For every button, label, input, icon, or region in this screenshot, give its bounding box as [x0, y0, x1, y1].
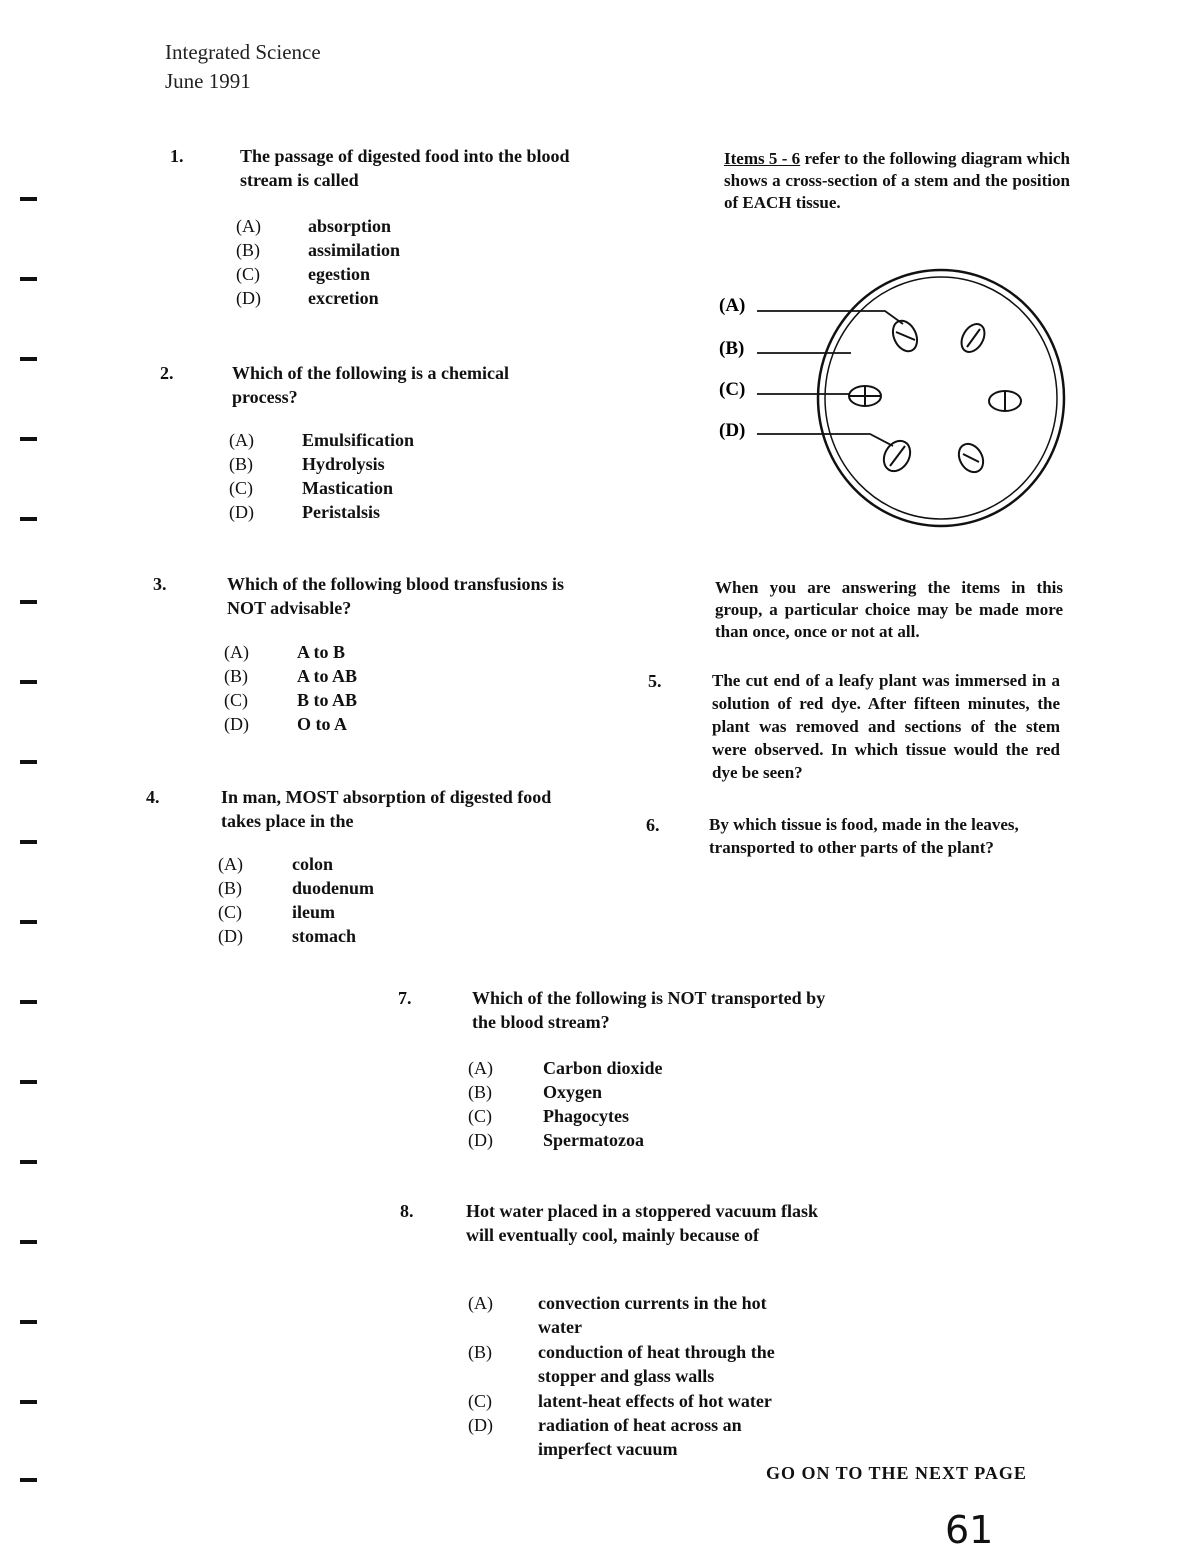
continue-instruction: GO ON TO THE NEXT PAGE — [766, 1463, 1027, 1483]
diagram-label-c: (C) — [719, 379, 746, 400]
question-text: The passage of digested food into the blood stream is called — [240, 146, 570, 190]
margin-dash — [20, 1400, 37, 1404]
bundle-divider — [896, 332, 915, 340]
margin-dash — [20, 840, 37, 844]
diagram-label-d: (D) — [719, 420, 746, 441]
margin-dash — [20, 1240, 37, 1244]
bundle-divider — [967, 329, 980, 347]
question-number: 6. — [646, 815, 660, 835]
question-number: 5. — [648, 671, 662, 691]
margin-dash — [20, 197, 37, 201]
answer-note: When you are answering the items in this group, a particular choice may be made more than once, once or not at all. — [715, 578, 1063, 641]
items-intro-text: refer to the following diagram which shows a cross-section of a stem and the position of EACH tissue. — [724, 149, 1070, 212]
options-list — [468, 1291, 813, 1461]
stem-outer-ring — [818, 270, 1064, 526]
items-intro — [724, 148, 1070, 214]
subject-heading: Integrated Science — [165, 40, 321, 64]
question-number: 8. — [400, 1201, 414, 1221]
question-number: 4. — [146, 787, 160, 807]
diagram-label-b: (B) — [719, 338, 745, 359]
question-text: Which of the following is a chemical process? — [232, 363, 509, 407]
question-text: Which of the following blood transfusions is NOT advisable? — [227, 574, 565, 618]
question-number: 2. — [160, 363, 174, 383]
option-a[interactable]: (A) convection currents in the hot water — [468, 1293, 767, 1337]
margin-dash — [20, 357, 37, 361]
question-number: 7. — [398, 988, 412, 1008]
margin-dash — [20, 277, 37, 281]
margin-dash — [20, 600, 37, 604]
margin-dash — [20, 760, 37, 764]
option-c[interactable]: (C) latent-heat effects of hot water — [468, 1391, 772, 1411]
question-text: By which tissue is food, made in the leaves, transported to other parts of the plant? — [709, 815, 1019, 857]
diagram-label-a: (A) — [719, 295, 746, 316]
margin-dash — [20, 437, 37, 441]
margin-dash — [20, 517, 37, 521]
margin-dash — [20, 680, 37, 684]
margin-dash — [20, 1000, 37, 1004]
margin-dash — [20, 1080, 37, 1084]
margin-dash — [20, 1320, 37, 1324]
option-d[interactable]: (D) radiation of heat across an imperfect vacuum — [468, 1415, 742, 1459]
question-number: 1. — [170, 146, 184, 166]
exam-date: June 1991 — [165, 69, 251, 93]
question-text: Hot water placed in a stoppered vacuum flask will eventually cool, mainly because of — [466, 1201, 818, 1245]
margin-dash — [20, 1478, 37, 1482]
margin-dash — [20, 920, 37, 924]
bundle-divider — [890, 446, 905, 466]
bundle-divider — [963, 454, 979, 462]
question-number: 3. — [153, 574, 167, 594]
stem-cross-section-diagram — [715, 268, 1075, 533]
question-text: In man, MOST absorption of digested food takes place in the — [221, 787, 552, 831]
option-b[interactable]: (B) conduction of heat through the stopper and glass walls — [468, 1342, 775, 1386]
margin-dash — [20, 1160, 37, 1164]
stem-inner-ring — [825, 277, 1057, 519]
question-text: Which of the following is NOT transported by the blood stream? — [472, 988, 826, 1032]
page-number: 61 — [945, 1508, 994, 1552]
question-text: The cut end of a leafy plant was immersed in a solution of red dye. After fifteen minutes, the plant was removed and sections of the stem were observed. In which tissue would the red dye be seen? — [712, 671, 1060, 782]
items-reference: Items 5 - 6 — [724, 149, 801, 168]
leader-line-a — [757, 311, 903, 324]
